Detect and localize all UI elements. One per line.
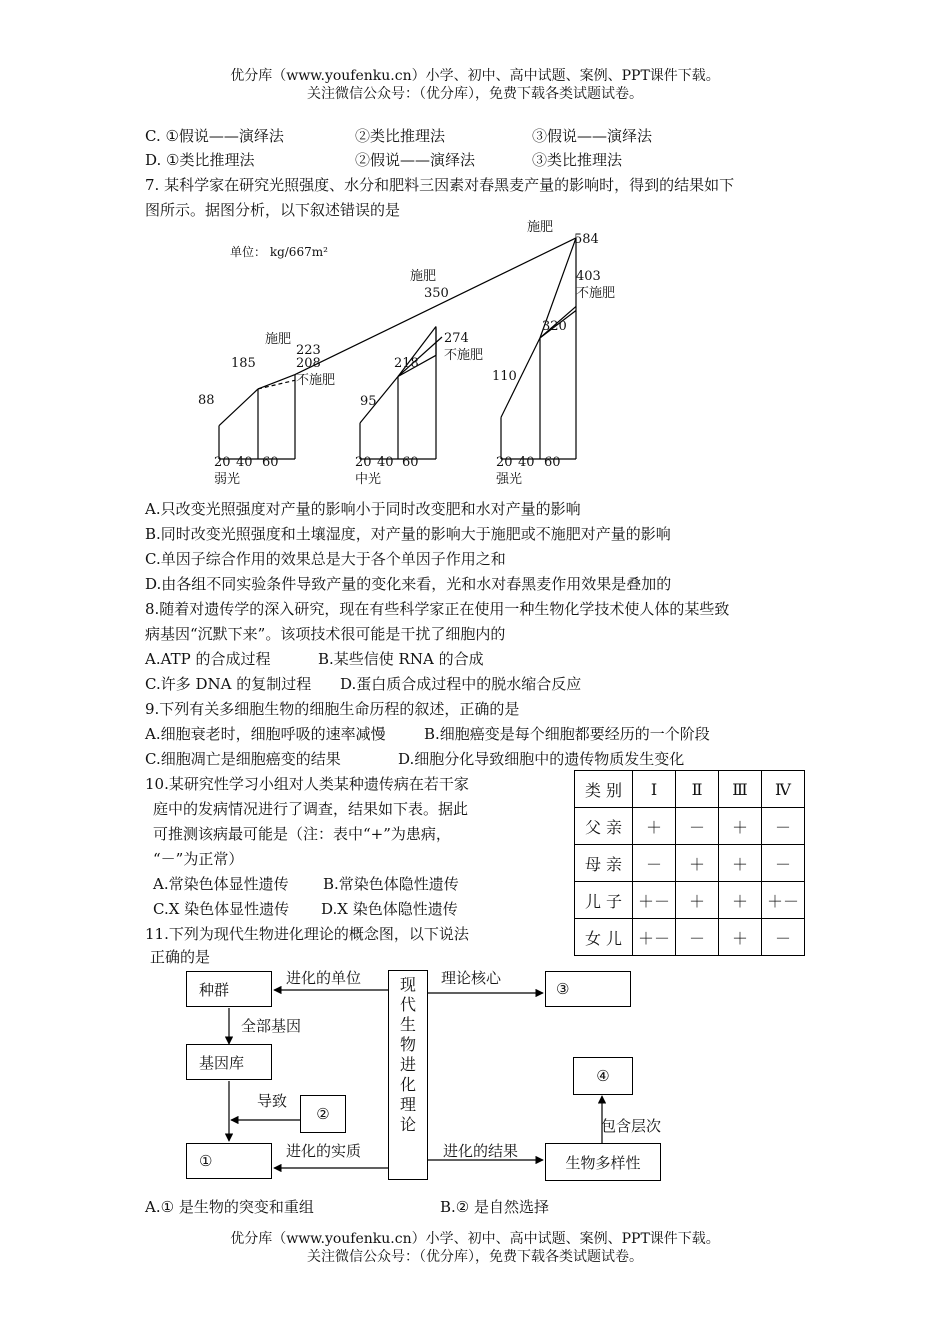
q11-option-a: A.① 是生物的突变和重组 [145,1198,314,1216]
q7-option-c: C.单因子综合作用的效果总是大于各个单因子作用之和 [145,550,506,568]
table-cell: － [762,845,805,882]
q11-stem-1: 11.下列为现代生物进化理论的概念图，以下说法 [145,925,469,943]
chart-tick-label: 60 [262,455,279,470]
chart-tick-label: 20 [214,455,231,470]
table-cell: － [676,919,719,956]
chart-data-label: 208 [296,356,321,371]
q9-option-c: C.细胞凋亡是细胞癌变的结果 [145,750,341,768]
q11-option-b: B.② 是自然选择 [440,1198,550,1216]
chart-tick-label: 40 [518,455,535,470]
table-cell: ＋ [633,808,676,845]
chart-data-label: 320 [542,319,567,334]
table-header-cell: Ⅰ [633,771,676,808]
chart-data-label: 218 [394,356,419,371]
label-core: 理论核心 [441,969,502,987]
q10-option-a: A.常染色体显性遗传 [153,875,289,893]
chart-nofert-label: 不施肥 [576,286,616,301]
label-result: 进化的结果 [443,1142,519,1160]
q9-option-d: D.细胞分化导致细胞中的遗传物质发生变化 [398,750,685,768]
label-essence: 进化的实质 [286,1142,362,1160]
table-cell: ＋ [719,845,762,882]
table-cell: ＋ [676,882,719,919]
concept-3-box: ③ [545,971,631,1007]
chart-group-label: 强光 [496,472,523,487]
q9-stem: 9.下列有关多细胞生物的细胞生命历程的叙述，正确的是 [145,700,520,718]
q8-option-d: D.蛋白质合成过程中的脱水缩合反应 [340,675,582,693]
chart-group-label: 中光 [355,472,382,487]
chart-group-label: 弱光 [214,472,241,487]
population-box: 种群 [186,971,272,1007]
chart-nofert-label: 不施肥 [444,348,484,363]
header-line-2: 关注微信公众号：（优分库），免费下载各类试题试卷。 [307,86,643,102]
q7-stem-1: 7. 某科学家在研究光照强度、水分和肥料三因素对春黑麦产量的影响时，得到的结果如下 [145,176,735,194]
chart-nofert-label: 不施肥 [296,373,336,388]
table-cell: ＋ [719,808,762,845]
q8-stem-2: 病基因“沉默下来”。该项技术很可能是干扰了细胞内的 [145,625,506,643]
table-header-cell: Ⅳ [762,771,805,808]
table-cell: ＋ [719,919,762,956]
table-cell: － [676,808,719,845]
label-levels: 包含层次 [601,1117,662,1135]
q6-option-d2: ②假说——演绎法 [355,151,476,169]
q10-option-b: B.常染色体隐性遗传 [323,875,459,893]
label-unit: 进化的单位 [286,969,362,987]
center-theory-box [388,970,428,1180]
table-cell: 父 亲 [575,808,633,845]
chart-data-label: 403 [576,269,601,284]
q8-stem-1: 8.随着对遗传学的深入研究，现在有些科学家正在使用一种生物化学技术使人体的某些致 [145,600,730,618]
chart-fert-label: 施肥 [410,269,437,284]
q9-option-b: B.细胞癌变是每个细胞都要经历的一个阶段 [424,725,710,743]
q8-option-b: B.某些信使 RNA 的合成 [318,650,484,668]
gene-pool-box: 基因库 [186,1044,272,1080]
chart-data-label: 110 [492,369,517,384]
table-cell: ＋－ [633,882,676,919]
q6-option-d1: D. ①类比推理法 [145,151,255,169]
biodiversity-box: 生物多样性 [545,1143,661,1181]
label-cause: 导致 [257,1092,288,1110]
header-line-1: 优分库（www.youfenku.cn）小学、初中、高中试题、案例、PPT课件下载。 [230,68,720,84]
table-cell: ＋ [676,845,719,882]
footer-line-1: 优分库（www.youfenku.cn）小学、初中、高中试题、案例、PPT课件下载。 [230,1231,720,1247]
chart-data-label: 88 [198,393,215,408]
chart-data-label: 95 [360,394,377,409]
chart-data-label: 223 [296,343,321,358]
table-cell: － [762,808,805,845]
q10-option-c: C.X 染色体显性遗传 [153,900,290,918]
chart-tick-label: 60 [402,455,419,470]
table-header-cell: Ⅱ [676,771,719,808]
table-cell: ＋－ [762,882,805,919]
q10-stem-1: 10.某研究性学习小组对人类某种遗传病在若干家 [145,775,469,793]
table-header-cell: Ⅲ [719,771,762,808]
q6-option-c1: C. ①假说——演绎法 [145,127,284,145]
q6-option-d3: ③类比推理法 [532,151,623,169]
center-theory-text: 现代生物进化理论 [399,975,416,1134]
table-cell: － [633,845,676,882]
q8-option-c: C.许多 DNA 的复制过程 [145,675,312,693]
chart-data-label: 185 [231,356,256,371]
chart-data-label: 584 [574,232,599,247]
chart-tick-label: 20 [496,455,513,470]
q9-option-a: A.细胞衰老时，细胞呼吸的速率减慢 [145,725,386,743]
table-cell: 母 亲 [575,845,633,882]
q11-stem-2: 正确的是 [150,948,211,966]
table-cell: 女 儿 [575,919,633,956]
chart-fert-label: 施肥 [527,220,554,235]
q6-option-c2: ②类比推理法 [355,127,446,145]
footer-line-2: 关注微信公众号：（优分库），免费下载各类试题试卷。 [307,1249,643,1265]
chart-tick-label: 20 [355,455,372,470]
table-cell: 儿 子 [575,882,633,919]
chart-data-label: 274 [444,331,469,346]
table-cell: ＋ [719,882,762,919]
q8-option-a: A.ATP 的合成过程 [145,650,271,668]
concept-4-box: ④ [573,1057,633,1095]
q7-option-d: D.由各组不同实验条件导致产量的变化来看，光和水对春黑麦作用效果是叠加的 [145,575,672,593]
q7-option-a: A.只改变光照强度对产量的影响小于同时改变肥和水对产量的影响 [145,500,581,518]
q10-stem-2: 庭中的发病情况进行了调查，结果如下表。据此 [153,800,469,818]
q10-option-d: D.X 染色体隐性遗传 [321,900,458,918]
table-cell: ＋－ [633,919,676,956]
concept-1-box: ① [186,1143,272,1179]
q7-stem-2: 图所示。据图分析，以下叙述错误的是 [145,201,401,219]
q10-stem-3: 可推测该病最可能是（注：表中“+”为患病， [153,825,451,843]
label-all-genes: 全部基因 [241,1017,302,1035]
chart-tick-label: 60 [544,455,561,470]
chart-unit-label: 单位： kg/667m² [230,245,328,259]
q7-option-b: B.同时改变光照强度和土壤湿度，对产量的影响大于施肥或不施肥对产量的影响 [145,525,671,543]
table-header-cell: 类 别 [575,771,633,808]
chart-data-label: 350 [424,286,449,301]
chart-tick-label: 40 [236,455,253,470]
table-cell: － [762,919,805,956]
q10-stem-4: “－”为正常） [153,850,244,868]
chart-fert-label: 施肥 [265,332,292,347]
chart-tick-label: 40 [377,455,394,470]
q6-option-c3: ③假说——演绎法 [532,127,653,145]
concept-2-box: ② [300,1095,346,1133]
